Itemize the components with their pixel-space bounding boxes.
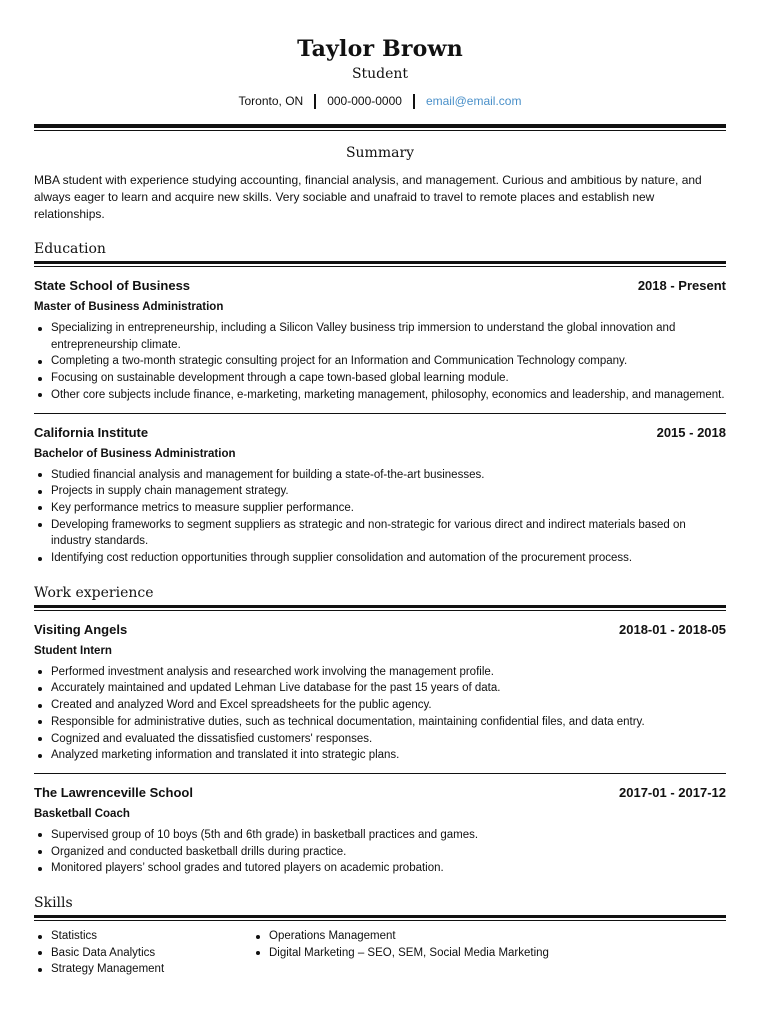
entry-bullets [34, 827, 726, 877]
entry-dates: 2015 - 2018 [656, 424, 726, 440]
header-divider [34, 124, 726, 131]
candidate-role: Student [351, 66, 409, 82]
entry-subtitle: Student Intern [34, 644, 112, 657]
contact-separator [413, 94, 415, 109]
bullet-item: Monitored players’ school grades and tutored players on academic probation. [34, 860, 726, 877]
work-entry [34, 621, 726, 774]
section-divider [34, 261, 726, 267]
contact-line [34, 93, 726, 109]
location-text: Toronto, ON [238, 94, 304, 108]
skills-heading: Skills [34, 895, 73, 912]
work-heading: Work experience [34, 584, 154, 601]
bullet-item: Key performance metrics to measure supplier performance. [34, 500, 726, 517]
skill-item: Digital Marketing – SEO, SEM, Social Media Marketing [252, 945, 726, 962]
bullet-item: Created and analyzed Word and Excel spreadsheets for the public agency. [34, 697, 726, 714]
bullet-item: Accurately maintained and updated Lehman Live database for the past 15 years of data. [34, 680, 726, 697]
education-heading: Education [34, 241, 106, 257]
bullet-item: Organized and conducted basketball drills during practice. [34, 844, 726, 861]
bullet-item: Identifying cost reduction opportunities through supplier consolidation and automation of the procurement process. [34, 550, 726, 567]
section-divider [34, 605, 726, 611]
phone-text: 000-000-0000 [327, 94, 402, 108]
entry-org: State School of Business [34, 278, 191, 293]
summary-text: MBA student with experience studying accounting, financial analysis, and management. Curious and ambitious by nature, and always eager to learn and acquire new skills. Very sociable and unafraid to travel to remote places and establish new relationships. [34, 173, 702, 221]
entry-divider [34, 773, 726, 774]
contact-separator [314, 94, 316, 109]
bullet-item: Developing frameworks to segment suppliers as strategic and non-strategic for various direct and indirect materials based on industry standards. [34, 517, 726, 550]
skills-column [34, 928, 252, 978]
email-link[interactable]: email@email.com [425, 94, 522, 108]
entry-bullets [34, 664, 726, 764]
entry-subtitle: Master of Business Administration [34, 301, 224, 313]
skills-column [252, 928, 726, 978]
resume-header [34, 0, 726, 109]
entry-bullets [34, 320, 726, 404]
bullet-item: Performed investment analysis and researched work involving the management profile. [34, 664, 726, 681]
skills-list [34, 928, 726, 978]
bullet-item: Analyzed marketing information and translated it into strategic plans. [34, 747, 726, 764]
bullet-item: Studied financial analysis and management for building a state-of-the-art businesses. [34, 467, 726, 484]
entry-dates: 2017-01 - 2017-12 [619, 784, 726, 800]
section-divider [34, 915, 726, 921]
skill-item: Operations Management [252, 928, 726, 945]
education-entry [34, 424, 726, 567]
skill-item: Basic Data Analytics [34, 945, 252, 962]
entry-dates: 2018 - Present [637, 278, 726, 293]
bullet-item: Cognized and evaluated the dissatisfied customers' responses. [34, 731, 726, 748]
entry-subtitle: Basketball Coach [34, 807, 130, 820]
bullet-item: Specializing in entrepreneurship, including a Silicon Valley business trip immersion to understand the global innovation and entrepreneurship climate. [34, 320, 726, 353]
bullet-item: Projects in supply chain management strategy. [34, 483, 726, 500]
summary-heading: Summary [345, 145, 415, 161]
entry-divider [34, 413, 726, 414]
bullet-item: Completing a two-month strategic consulting project for an Information and Communication Technology company. [34, 353, 726, 370]
skill-item: Strategy Management [34, 961, 252, 978]
bullet-item: Supervised group of 10 boys (5th and 6th grade) in basketball practices and games. [34, 827, 726, 844]
candidate-name: Taylor Brown [297, 36, 463, 62]
education-entry [34, 277, 726, 414]
entry-org: Visiting Angels [34, 621, 128, 637]
entry-bullets [34, 467, 726, 567]
work-entry [34, 784, 726, 877]
entry-subtitle: Bachelor of Business Administration [34, 447, 236, 460]
bullet-item: Other core subjects include finance, e-marketing, marketing management, philosophy, economics and leadership, and management. [34, 387, 726, 404]
bullet-item: Focusing on sustainable development through a cape town-based global learning module. [34, 370, 726, 387]
bullet-item: Responsible for administrative duties, such as technical documentation, maintaining confidential files, and data entry. [34, 714, 726, 731]
entry-org: The Lawrenceville School [34, 784, 193, 800]
entry-dates: 2018-01 - 2018-05 [619, 621, 726, 637]
entry-org: California Institute [34, 424, 149, 440]
skill-item: Statistics [34, 928, 252, 945]
